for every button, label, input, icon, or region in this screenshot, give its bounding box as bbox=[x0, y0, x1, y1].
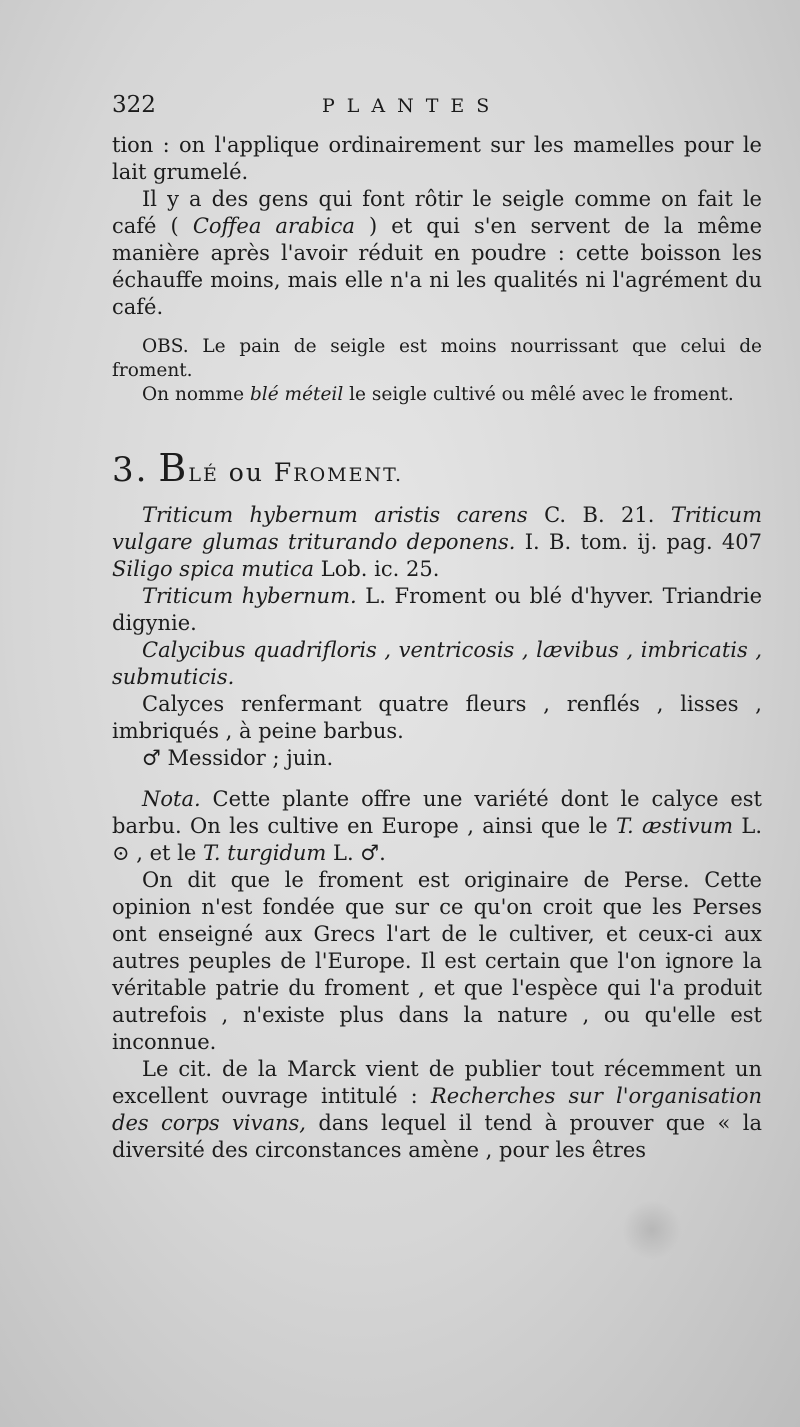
section-title-ou: ou bbox=[228, 458, 264, 487]
obs-paragraph-1: OBS. Le pain de seigle est moins nourrissant que celui de froment. bbox=[112, 336, 762, 381]
synonym-1-ref: C. B. 21. bbox=[544, 503, 655, 527]
flowering-line bbox=[112, 745, 762, 772]
nota-3-rest: dans lequel il tend à prouver que « la diversité des circonstances amène , pour les êtres bbox=[112, 1111, 763, 1162]
paragraph-2-text: Il y a des gens qui font rôtir le seigle comme on fait le café ( bbox=[112, 187, 762, 238]
synonym-4: Triticum hybernum. bbox=[142, 584, 357, 608]
synonym-2-ref: I. B. tom. ij. pag. 407 bbox=[524, 530, 762, 554]
nota-3-italic: Recherches sur l'organisation des corps vivans, bbox=[112, 1084, 762, 1135]
section-title-initial: B bbox=[158, 446, 189, 490]
nota-1-text-c: L. ♂. bbox=[333, 841, 386, 865]
nota-1-italic-2: T. turgidum bbox=[203, 841, 327, 865]
obs-2-text: On nomme bbox=[142, 384, 245, 405]
section-heading bbox=[112, 446, 762, 492]
page-header bbox=[112, 92, 762, 132]
synonym-4-ref: L. Froment ou blé d'hyver. bbox=[365, 584, 654, 608]
section-title-initial-2: F bbox=[273, 458, 294, 487]
nota-1-text-b: L. ⊙ , et le bbox=[112, 814, 762, 865]
classification: Triandrie digynie. bbox=[112, 584, 762, 635]
latin-description bbox=[112, 637, 762, 691]
section-title-rest: LÉ bbox=[188, 464, 219, 486]
male-symbol-icon: ♂ bbox=[142, 746, 161, 770]
section-title-rest-2: ROMENT. bbox=[293, 464, 404, 486]
nota-paragraph-2: On dit que le froment est originaire de Perse. Cette opinion n'est fondée que sur ce qu'on croit que les Perses ont enseigné aux Grecs l'art de le cultiver, et ceux-ci aux autres peuples de l'Europe. Il est certain que l'on ignore la véritable patrie du froment , et que l'espèce qui l'a produit autrefois , n'existe plus dans la nature , ou qu'elle est inconnue. bbox=[112, 868, 762, 1054]
linnaean-name bbox=[112, 583, 762, 637]
nota-1-italic-1: T. æstivum bbox=[616, 814, 734, 838]
nota-paragraph-3 bbox=[112, 1056, 762, 1164]
nota-label: Nota. bbox=[142, 787, 201, 811]
page-number: 322 bbox=[112, 92, 156, 118]
spacer bbox=[112, 772, 762, 786]
page-text bbox=[112, 92, 762, 1164]
latin-description-text: Calycibus quadrifloris , ventricosis , lævibus , imbricatis , submuticis. bbox=[112, 638, 762, 689]
paragraph-2-rest: ) et qui s'en servent de la même manière après l'avoir réduit en poudre : cette boisson les échauffe moins, mais elle n'a ni les qualités ni l'agrément du café. bbox=[112, 214, 763, 319]
obs-paragraph-2 bbox=[112, 383, 762, 407]
paper-stain bbox=[622, 1200, 682, 1260]
obs-2-rest: le seigle cultivé ou mêlé avec le froment. bbox=[349, 384, 734, 405]
section-number: 3. bbox=[112, 450, 149, 490]
french-description: Calyces renfermant quatre fleurs , renflés , lisses , imbriqués , à peine barbus. bbox=[112, 692, 762, 743]
nota-paragraph-1 bbox=[112, 786, 762, 867]
synonym-2: Triticum vulgare glumas triturando deponens. bbox=[112, 503, 762, 554]
flowering-period: Messidor ; juin. bbox=[167, 746, 334, 770]
synonym-3-ref: Lob. ic. 25. bbox=[320, 557, 440, 581]
running-head: PLANTES bbox=[322, 95, 502, 117]
synonymy bbox=[112, 502, 762, 583]
paragraph-1: tion : on l'applique ordinairement sur les mamelles pour le lait grumelé. bbox=[112, 133, 762, 184]
paragraph-2-italic: Coffea arabica bbox=[192, 214, 355, 238]
synonym-1: Triticum hybernum aristis carens bbox=[142, 503, 528, 527]
nota-1-text: Cette plante offre une variété dont le calyce est barbu. On les cultive en Europe , ainsi que le bbox=[112, 787, 762, 838]
nota-3-text: Le cit. de la Marck vient de publier tout récemment un excellent ouvrage intitulé : bbox=[112, 1057, 762, 1108]
paragraph-2 bbox=[112, 186, 762, 321]
synonym-3: Siligo spica mutica bbox=[112, 557, 315, 581]
obs-2-italic: blé méteil bbox=[249, 384, 344, 405]
